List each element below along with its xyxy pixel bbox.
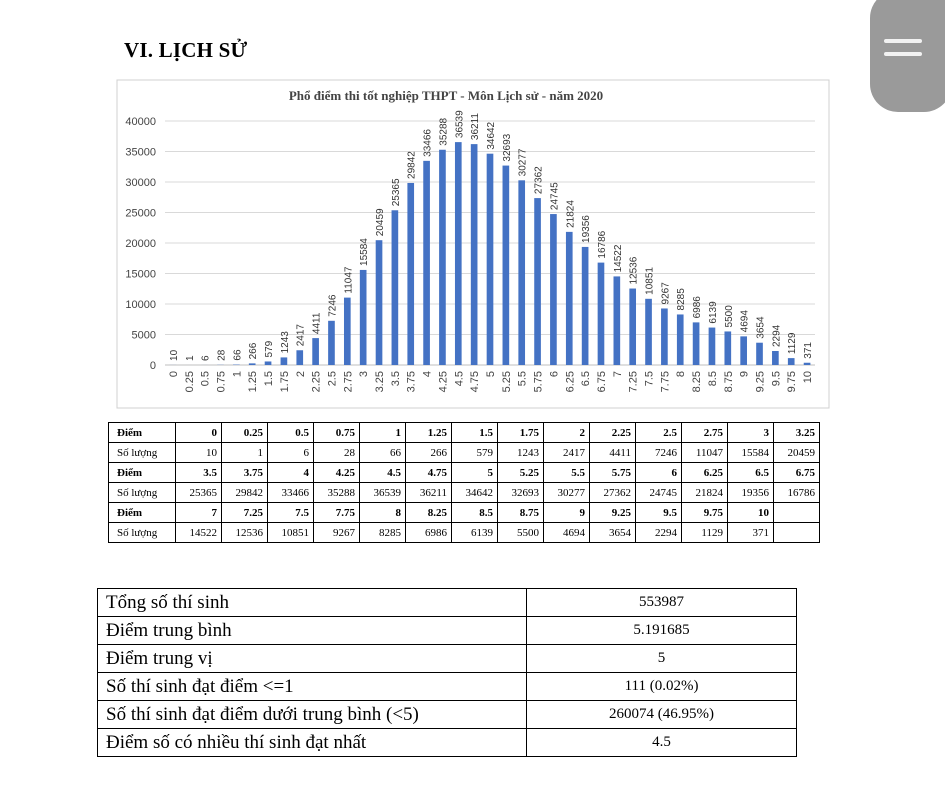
x-tick-label: 10 [802, 371, 815, 384]
x-tick-label: 6 [548, 371, 561, 378]
x-tick-label: 2.75 [342, 371, 355, 393]
bar [629, 289, 636, 365]
score-cell: 4.25 [314, 463, 360, 483]
y-tick-label: 10000 [125, 299, 156, 311]
x-tick-label: 1.75 [278, 371, 291, 393]
bar [471, 144, 478, 365]
x-tick-label: 5.75 [532, 371, 545, 393]
score-cell: 0.75 [314, 423, 360, 443]
bar [249, 363, 256, 365]
score-row [109, 423, 820, 443]
count-cell: 4411 [590, 443, 636, 463]
score-cell: 10 [728, 503, 774, 523]
data-label: 371 [803, 342, 815, 359]
bar [709, 328, 716, 365]
data-label: 28 [216, 349, 228, 361]
x-tick-label: 9.25 [754, 371, 767, 393]
bar [487, 154, 494, 365]
x-tick-label: 4.5 [453, 371, 466, 387]
count-cell: 15584 [728, 443, 774, 463]
count-cell: 2294 [636, 523, 682, 543]
count-cell: 35288 [314, 483, 360, 503]
bar [344, 298, 351, 365]
y-tick-label: 5000 [131, 329, 156, 342]
x-tick-label: 7.75 [659, 371, 672, 393]
count-cell: 27362 [590, 483, 636, 503]
summary-label: Điểm trung vị [98, 645, 527, 673]
x-tick-label: 2 [294, 371, 307, 378]
x-tick-label: 0.5 [199, 371, 212, 387]
x-tick-label: 7.25 [627, 371, 640, 393]
x-tick-label: 8.25 [691, 371, 704, 393]
data-label: 15584 [359, 238, 371, 266]
data-label: 27362 [533, 166, 545, 195]
bar [614, 276, 621, 365]
score-cell: 3.5 [176, 463, 222, 483]
summary-label: Số thí sinh đạt điểm <=1 [98, 673, 527, 701]
summary-label: Điểm trung bình [98, 617, 527, 645]
score-cell: 1.75 [498, 423, 544, 443]
count-cell: 14522 [176, 523, 222, 543]
x-tick-label: 7.5 [643, 371, 656, 387]
count-cell: 1129 [682, 523, 728, 543]
data-label: 29842 [406, 151, 418, 179]
count-cell: 30277 [544, 483, 590, 503]
count-cell: 36539 [360, 483, 406, 503]
score-cell: 0.25 [222, 423, 268, 443]
count-row [109, 483, 820, 503]
x-tick-label: 6.25 [564, 371, 577, 393]
count-cell: 579 [452, 443, 498, 463]
x-tick-label: 3.25 [374, 371, 387, 393]
x-tick-label: 4.75 [469, 371, 482, 393]
data-label: 12536 [628, 256, 640, 285]
count-cell: 4694 [544, 523, 590, 543]
count-cell: 5500 [498, 523, 544, 543]
score-cell: 1.25 [406, 423, 452, 443]
count-cell: 34642 [452, 483, 498, 503]
data-label: 6139 [707, 301, 719, 324]
count-cell [774, 523, 820, 543]
bar [804, 363, 811, 365]
x-tick-label: 1.25 [247, 371, 260, 393]
count-row-label: Số lượng [109, 523, 176, 543]
data-label: 10 [168, 349, 180, 361]
data-label: 6986 [692, 296, 704, 319]
data-label: 5500 [723, 305, 735, 328]
x-tick-label: 0 [167, 371, 180, 378]
count-cell: 3654 [590, 523, 636, 543]
y-tick-label: 30000 [125, 177, 156, 189]
score-cell: 7.75 [314, 503, 360, 523]
x-tick-label: 4 [421, 371, 434, 378]
count-cell: 29842 [222, 483, 268, 503]
y-tick-label: 40000 [125, 116, 156, 128]
data-label: 32693 [501, 133, 513, 162]
data-label: 36539 [454, 110, 466, 139]
summary-value: 260074 (46.95%) [527, 701, 797, 729]
x-tick-label: 6.75 [595, 371, 608, 393]
count-cell: 266 [406, 443, 452, 463]
score-cell: 6.25 [682, 463, 728, 483]
y-tick-label: 20000 [125, 238, 156, 250]
x-tick-label: 9.75 [786, 371, 799, 393]
score-cell: 0 [176, 423, 222, 443]
data-label: 14522 [612, 244, 624, 273]
x-tick-label: 4.25 [437, 371, 450, 393]
x-tick-label: 3.75 [405, 371, 418, 393]
chart-title: Phổ điểm thi tốt nghiệp THPT - Môn Lịch sử - năm 2020 [288, 88, 604, 103]
x-tick-label: 8 [675, 371, 688, 378]
score-cell: 5.75 [590, 463, 636, 483]
score-count-table [108, 422, 820, 543]
count-cell: 20459 [774, 443, 820, 463]
data-label: 11047 [343, 266, 355, 294]
summary-table [97, 588, 797, 757]
data-label: 34642 [486, 121, 497, 150]
score-cell [774, 503, 820, 523]
score-cell: 8.25 [406, 503, 452, 523]
y-tick-label: 35000 [125, 146, 156, 159]
score-row [109, 463, 820, 483]
score-cell: 6 [636, 463, 682, 483]
count-cell: 7246 [636, 443, 682, 463]
data-label: 4411 [311, 312, 323, 335]
data-label: 33466 [422, 129, 434, 157]
score-cell: 9.75 [682, 503, 728, 523]
summary-row [98, 645, 797, 673]
summary-label: Số thí sinh đạt điểm dưới trung bình (<5) [98, 701, 527, 729]
bar [534, 198, 541, 365]
data-label: 16786 [596, 230, 608, 259]
count-cell: 6 [268, 443, 314, 463]
x-tick-label: 8.75 [722, 371, 735, 393]
data-label: 20459 [375, 208, 387, 237]
summary-value: 5.191685 [527, 617, 797, 645]
score-row-label: Điểm [109, 503, 176, 523]
data-label: 36211 [470, 113, 482, 141]
x-tick-label: 2.5 [326, 371, 339, 387]
summary-value: 4.5 [527, 729, 797, 757]
data-label: 2417 [295, 324, 307, 347]
x-tick-label: 3 [358, 371, 371, 378]
bar [693, 322, 700, 365]
bar [582, 247, 589, 365]
data-label: 1 [184, 355, 196, 361]
count-row [109, 443, 820, 463]
score-cell: 6.75 [774, 463, 820, 483]
x-tick-label: 0.25 [183, 371, 196, 393]
data-label: 9267 [660, 282, 672, 305]
bar [503, 166, 510, 365]
bar [376, 240, 383, 365]
count-cell: 19356 [728, 483, 774, 503]
summary-row [98, 673, 797, 701]
bar [518, 180, 525, 365]
data-label: 30277 [517, 148, 529, 177]
score-cell: 9 [544, 503, 590, 523]
count-cell: 2417 [544, 443, 590, 463]
x-tick-label: 6.5 [580, 371, 593, 387]
count-cell: 1 [222, 443, 268, 463]
count-cell: 11047 [682, 443, 728, 463]
count-cell: 10 [176, 443, 222, 463]
score-row [109, 503, 820, 523]
summary-value: 553987 [527, 589, 797, 617]
count-cell: 33466 [268, 483, 314, 503]
summary-row [98, 701, 797, 729]
bar [566, 232, 573, 365]
bar [788, 358, 795, 365]
x-tick-label: 1 [231, 371, 244, 378]
score-cell: 3.25 [774, 423, 820, 443]
score-cell: 2 [544, 423, 590, 443]
data-label: 1129 [787, 332, 799, 355]
count-row-label: Số lượng [109, 443, 176, 463]
y-tick-label: 0 [149, 360, 156, 372]
score-cell: 2.5 [636, 423, 682, 443]
score-cell: 9.5 [636, 503, 682, 523]
score-cell: 4.5 [360, 463, 406, 483]
count-cell: 36211 [406, 483, 452, 503]
bar [281, 357, 288, 365]
score-cell: 1.5 [452, 423, 498, 443]
score-cell: 0.5 [268, 423, 314, 443]
summary-value: 5 [527, 645, 797, 673]
count-cell: 66 [360, 443, 406, 463]
score-cell: 4.75 [406, 463, 452, 483]
bar [328, 321, 335, 365]
score-row-label: Điểm [109, 463, 176, 483]
count-cell: 1243 [498, 443, 544, 463]
count-cell: 24745 [636, 483, 682, 503]
summary-label: Tổng số thí sinh [98, 589, 527, 617]
data-label: 35288 [438, 117, 450, 146]
count-cell: 10851 [268, 523, 314, 543]
count-cell: 25365 [176, 483, 222, 503]
score-cell: 8.75 [498, 503, 544, 523]
count-cell: 6986 [406, 523, 452, 543]
data-label: 21824 [565, 200, 577, 228]
data-label: 24745 [549, 182, 561, 211]
score-cell: 5.5 [544, 463, 590, 483]
data-label: 19356 [581, 215, 593, 243]
score-cell: 6.5 [728, 463, 774, 483]
bar [407, 183, 414, 365]
bar [265, 361, 272, 365]
x-tick-label: 1.5 [263, 371, 276, 387]
count-cell: 8285 [360, 523, 406, 543]
count-cell: 12536 [222, 523, 268, 543]
data-label: 3654 [755, 316, 767, 339]
section-title: VI. LỊCH SỬ [124, 38, 248, 62]
x-tick-label: 5.5 [516, 371, 529, 387]
x-tick-label: 7 [611, 371, 624, 378]
bar [423, 161, 430, 365]
y-tick-label: 25000 [125, 207, 156, 220]
summary-row [98, 589, 797, 617]
score-cell: 5 [452, 463, 498, 483]
bar [360, 270, 367, 365]
bar [439, 150, 446, 365]
data-label: 10851 [644, 266, 656, 295]
x-tick-label: 9 [738, 371, 751, 378]
score-cell: 9.25 [590, 503, 636, 523]
score-cell: 7 [176, 503, 222, 523]
bar [740, 336, 747, 365]
data-label: 266 [248, 342, 260, 360]
count-cell: 21824 [682, 483, 728, 503]
score-cell: 4 [268, 463, 314, 483]
count-cell: 371 [728, 523, 774, 543]
data-label: 4694 [739, 310, 751, 333]
score-cell: 1 [360, 423, 406, 443]
score-cell: 7.25 [222, 503, 268, 523]
score-cell: 3.75 [222, 463, 268, 483]
bar [677, 314, 684, 365]
bar [724, 331, 731, 365]
bar [455, 142, 462, 365]
score-row-label: Điểm [109, 423, 176, 443]
x-tick-label: 2.25 [310, 371, 323, 393]
count-cell: 32693 [498, 483, 544, 503]
count-row [109, 523, 820, 543]
summary-row [98, 617, 797, 645]
data-label: 25365 [390, 178, 402, 207]
bar [550, 214, 557, 365]
bar [756, 343, 763, 365]
data-label: 8285 [676, 288, 688, 311]
score-cell: 2.75 [682, 423, 728, 443]
data-label: 1243 [279, 331, 291, 354]
bar [772, 351, 779, 365]
data-label: 7246 [327, 294, 339, 317]
x-tick-label: 5.25 [500, 370, 513, 393]
bar [645, 299, 652, 365]
x-tick-label: 0.75 [215, 371, 228, 393]
x-tick-label: 3.5 [389, 371, 402, 387]
bar [312, 338, 319, 365]
data-label: 579 [264, 340, 276, 358]
summary-value: 111 (0.02%) [527, 673, 797, 701]
y-tick-label: 15000 [125, 268, 156, 281]
count-row-label: Số lượng [109, 483, 176, 503]
bar [392, 210, 399, 365]
count-cell: 6139 [452, 523, 498, 543]
data-label: 6 [200, 355, 212, 361]
bar [598, 263, 605, 365]
score-cell: 8 [360, 503, 406, 523]
count-cell: 9267 [314, 523, 360, 543]
x-tick-label: 9.5 [770, 371, 783, 387]
score-cell: 7.5 [268, 503, 314, 523]
bar [296, 350, 303, 365]
score-cell: 5.25 [498, 463, 544, 483]
x-tick-label: 5 [485, 371, 497, 378]
count-cell: 16786 [774, 483, 820, 503]
score-cell: 8.5 [452, 503, 498, 523]
count-cell: 28 [314, 443, 360, 463]
score-cell: 2.25 [590, 423, 636, 443]
data-label: 66 [232, 349, 244, 361]
data-label: 2294 [771, 324, 783, 348]
summary-label: Điểm số có nhiều thí sinh đạt nhất [98, 729, 527, 757]
bar [661, 308, 668, 365]
score-cell: 3 [728, 423, 774, 443]
summary-row [98, 729, 797, 757]
x-tick-label: 8.5 [706, 371, 719, 387]
